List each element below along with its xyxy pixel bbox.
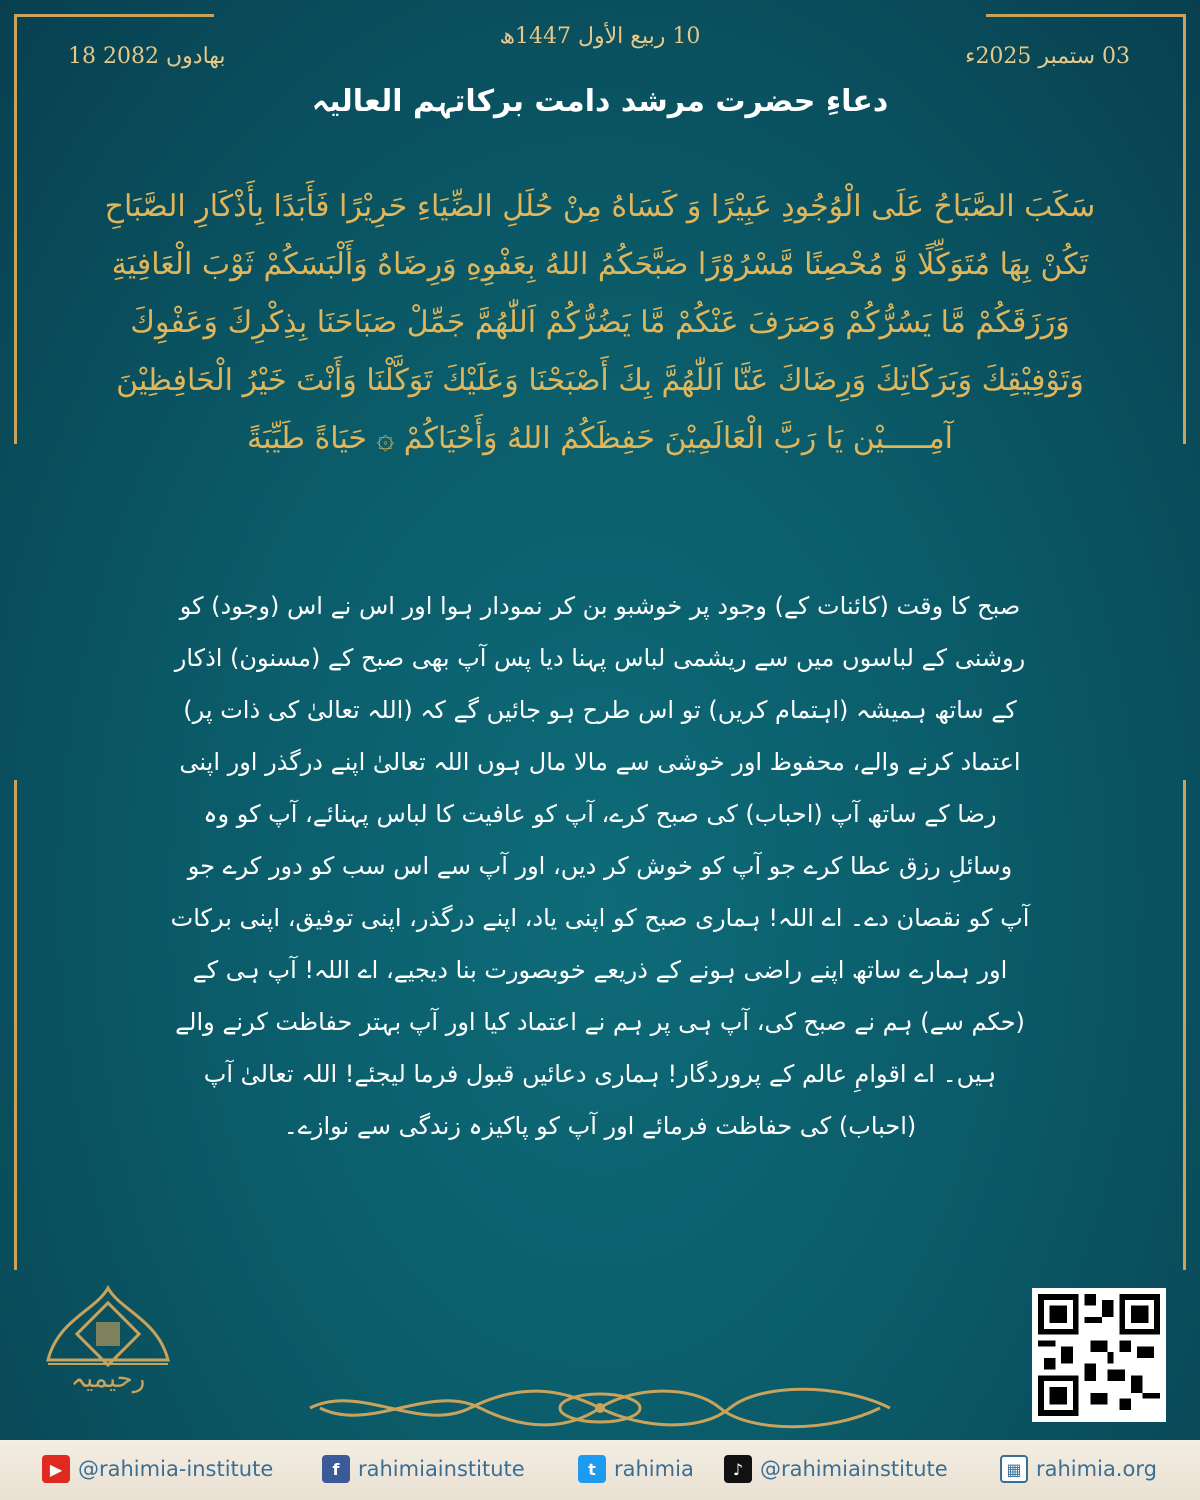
rahimia-logo bbox=[38, 1280, 178, 1440]
tiktok-link[interactable] bbox=[724, 1455, 948, 1483]
facebook-label: rahimiainstitute bbox=[358, 1457, 525, 1481]
youtube-label: @rahimia-institute bbox=[78, 1457, 274, 1481]
frame-top-left bbox=[14, 14, 214, 17]
page-title: دعاءِ حضرت مرشد دامت برکاتہم العالیہ bbox=[311, 84, 889, 119]
decorative-ornament bbox=[300, 1378, 900, 1438]
website-label: rahimia.org bbox=[1036, 1457, 1157, 1481]
facebook-link[interactable] bbox=[322, 1455, 525, 1483]
frame-top-right bbox=[986, 14, 1186, 17]
website-link[interactable] bbox=[1000, 1455, 1157, 1483]
arabic-supplication: سَكَبَ الصَّبَاحُ عَلَى الْوُجُودِ عَبِيْرًا وَ كَسَاهُ مِنْ حُلَلِ الضِّيَاءِ حَرِيْرًا فَأَبَدًا بِأَذْكَارِ الصَّبَاحِ تَكُنْ بِهَا مُتَوَكِّلًا وَّ مُحْصِنًا مَّسْرُوْرًا صَبَّحَكُمُ اللهُ بِعَفْوِهِ وَرِضَاهُ وَأَلْبَسَكُمْ ثَوْبَ الْعَافِيَةِ وَرَزَقَكُمْ مَّا يَسُرُّكُمْ وَصَرَفَ عَنْكُمْ مَّا يَضُرُّكُمْ اَللّٰهُمَّ جَمِّلْ صَبَاحَنَا بِذِكْرِكَ وَعَفْوِكَ وَتَوْفِيْقِكَ وَبَرَكَاتِكَ وَرِضَاكَ عَنَّا اَللّٰهُمَّ بِكَ أَصْبَحْنَا وَعَلَيْكَ تَوَكَّلْنَا وَأَنْتَ خَيْرُ الْحَافِظِيْنَ آمِـــــيْن يَا رَبَّ الْعَالَمِيْنَ حَفِظَكُمُ اللهُ وَأَحْيَاكُمْ ۞ حَيَاةً طَيِّبَةً bbox=[104, 189, 1096, 456]
gregorian-date: 03 ستمبر 2025ء bbox=[965, 44, 1130, 69]
qr-code[interactable] bbox=[1032, 1288, 1166, 1422]
twitter-link[interactable] bbox=[578, 1455, 694, 1483]
qr-code-icon bbox=[1038, 1294, 1160, 1416]
rahimia-logo-icon bbox=[38, 1280, 178, 1440]
hijri-date: 10 ربیع الأول 1447ھ bbox=[499, 24, 701, 49]
tiktok-icon: ♪ bbox=[724, 1455, 752, 1483]
logo-text: رحیمیہ bbox=[70, 1364, 146, 1394]
bikrami-date: 18 بھادوں 2082 bbox=[68, 44, 226, 69]
frame-left-bottom bbox=[14, 780, 17, 1270]
ornament-icon bbox=[300, 1378, 900, 1438]
twitter-label: rahimia bbox=[614, 1457, 694, 1481]
tiktok-label: @rahimiainstitute bbox=[760, 1457, 948, 1481]
youtube-link[interactable] bbox=[42, 1455, 273, 1483]
frame-right-bottom bbox=[1183, 780, 1186, 1270]
twitter-icon: t bbox=[578, 1455, 606, 1483]
social-footer bbox=[0, 1440, 1200, 1500]
youtube-icon: ▶ bbox=[42, 1455, 70, 1483]
urdu-translation: صبح کا وقت (کائنات کے) وجود پر خوشبو بن کر نمودار ہوا اور اس نے اس (وجود) کو روشنی کے لباسوں میں سے ریشمی لباس پہنا دیا پس آپ بھی صبح کے (مسنون) اذکار کے ساتھ ہمیشہ (اہتمام کریں) تو اس طرح ہو جائیں گے کہ (اللہ تعالیٰ کی ذات پر) اعتماد کرنے والے، محفوظ اور خوشی سے مالا مال ہوں اللہ تعالیٰ اپنے درگذر اور اپنی رضا کے ساتھ آپ (احباب) کی صبح کرے، آپ کو عافیت کا لباس پہنائے، آپ کو وہ وسائلِ رزق عطا کرے جو آپ کو خوش کر دیں، اور آپ سے اس سب کو دور کرے جو آپ کو نقصان دے۔ اے اللہ! ہماری صبح کو اپنی یاد، اپنے درگذر، اپنی توفیق، اپنی برکات اور ہمارے ساتھ اپنے راضی ہونے کے ذریعے خوبصورت بنا دیجیے، اے اللہ! آپ ہی کے (حکم سے) ہم نے صبح کی، آپ ہی پر ہم نے اعتماد کیا اور آپ بہتر حفاظت کرنے والے ہیں۔ اے اقوامِ عالم کے پروردگار! ہماری دعائیں قبول فرما لیجئے! اللہ تعالیٰ آپ (احباب) کی حفاظت فرمائے اور آپ کو پاکیزہ زندگی سے نوازے۔ bbox=[170, 592, 1030, 1140]
facebook-icon: f bbox=[322, 1455, 350, 1483]
web-icon: ▦ bbox=[1000, 1455, 1028, 1483]
